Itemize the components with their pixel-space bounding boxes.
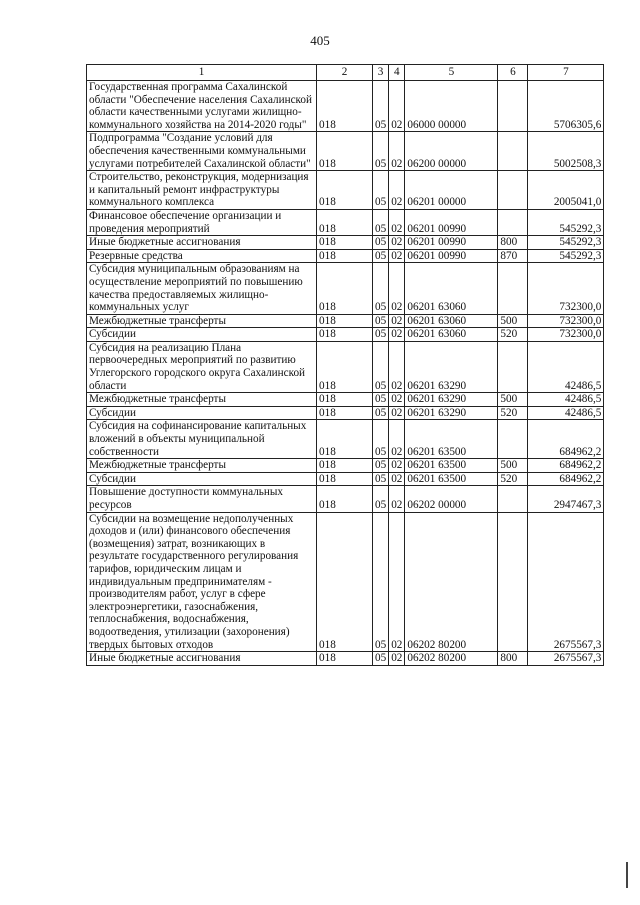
row-subsection-cell: 02: [389, 393, 405, 407]
row-admin-code-cell: 018: [317, 512, 373, 652]
row-section-cell: 05: [373, 393, 389, 407]
row-subsection-cell: 02: [389, 209, 405, 235]
row-target-article-cell: 06201 63060: [405, 263, 498, 314]
row-section-cell: 05: [373, 236, 389, 250]
table-row: [87, 459, 604, 473]
table-row: [87, 420, 604, 459]
row-target-article-cell: 06201 00990: [405, 236, 498, 250]
row-expense-type-cell: 520: [498, 406, 528, 420]
row-amount-cell: 545292,3: [528, 236, 604, 250]
row-name-cell: Подпрограмма "Создание условий для обеспечения качественными коммунальными услугами потребителей Сахалинской области": [87, 132, 317, 171]
row-expense-type-cell: 800: [498, 236, 528, 250]
row-name-cell: Субсидия муниципальным образованиям на осуществление мероприятий по повышению качества предоставляемых жилищно-коммунальных услуг: [87, 263, 317, 314]
row-amount-cell: 545292,3: [528, 209, 604, 235]
row-section-cell: 05: [373, 132, 389, 171]
row-subsection-cell: 02: [389, 406, 405, 420]
row-amount-cell: 732300,0: [528, 328, 604, 342]
table-header-row: [87, 65, 604, 81]
row-expense-type-cell: 870: [498, 249, 528, 263]
row-expense-type-cell: 520: [498, 328, 528, 342]
column-header: 7: [528, 65, 604, 81]
row-amount-cell: 545292,3: [528, 249, 604, 263]
row-expense-type-cell: [498, 171, 528, 210]
row-target-article-cell: 06201 00990: [405, 209, 498, 235]
row-target-article-cell: 06200 00000: [405, 132, 498, 171]
row-name-cell: Межбюджетные трансферты: [87, 459, 317, 473]
row-target-article-cell: 06201 63500: [405, 420, 498, 459]
row-name-cell: Финансовое обеспечение организации и проведения мероприятий: [87, 209, 317, 235]
row-name-cell: Субсидия на софинансирование капитальных вложений в объекты муниципальной собственности: [87, 420, 317, 459]
row-target-article-cell: 06201 00990: [405, 249, 498, 263]
table-row: [87, 81, 604, 132]
row-admin-code-cell: 018: [317, 236, 373, 250]
row-subsection-cell: 02: [389, 472, 405, 486]
row-name-cell: Межбюджетные трансферты: [87, 393, 317, 407]
row-target-article-cell: 06202 80200: [405, 512, 498, 652]
row-admin-code-cell: 018: [317, 249, 373, 263]
row-amount-cell: 684962,2: [528, 420, 604, 459]
column-header: 4: [389, 65, 405, 81]
table-row: [87, 263, 604, 314]
row-subsection-cell: 02: [389, 341, 405, 392]
column-header: 2: [317, 65, 373, 81]
row-section-cell: 05: [373, 420, 389, 459]
row-expense-type-cell: 500: [498, 459, 528, 473]
row-section-cell: 05: [373, 486, 389, 512]
row-section-cell: 05: [373, 652, 389, 666]
row-name-cell: Субсидия на реализацию Плана первоочередных мероприятий по развитию Углегорского городского округа Сахалинской области: [87, 341, 317, 392]
row-target-article-cell: 06000 00000: [405, 81, 498, 132]
row-subsection-cell: 02: [389, 249, 405, 263]
row-amount-cell: 2675567,3: [528, 652, 604, 666]
row-name-cell: Субсидии: [87, 328, 317, 342]
row-amount-cell: 732300,0: [528, 263, 604, 314]
row-subsection-cell: 02: [389, 263, 405, 314]
row-target-article-cell: 06202 80200: [405, 652, 498, 666]
row-section-cell: 05: [373, 406, 389, 420]
table-row: [87, 472, 604, 486]
row-expense-type-cell: [498, 209, 528, 235]
row-subsection-cell: 02: [389, 459, 405, 473]
row-section-cell: 05: [373, 263, 389, 314]
row-target-article-cell: 06202 00000: [405, 486, 498, 512]
table-row: [87, 132, 604, 171]
row-admin-code-cell: 018: [317, 486, 373, 512]
row-name-cell: Строительство, реконструкция, модернизация и капитальный ремонт инфраструктуры коммунального комплекса: [87, 171, 317, 210]
row-target-article-cell: 06201 63290: [405, 393, 498, 407]
row-admin-code-cell: 018: [317, 314, 373, 328]
row-amount-cell: 42486,5: [528, 341, 604, 392]
page-number: 405: [310, 33, 330, 48]
row-amount-cell: 42486,5: [528, 393, 604, 407]
row-expense-type-cell: [498, 341, 528, 392]
table-row: [87, 209, 604, 235]
row-admin-code-cell: 018: [317, 341, 373, 392]
row-section-cell: 05: [373, 209, 389, 235]
table-row: [87, 171, 604, 210]
table-row: [87, 341, 604, 392]
row-expense-type-cell: [498, 512, 528, 652]
row-target-article-cell: 06201 63290: [405, 341, 498, 392]
row-subsection-cell: 02: [389, 132, 405, 171]
row-name-cell: Межбюджетные трансферты: [87, 314, 317, 328]
row-expense-type-cell: [498, 263, 528, 314]
row-admin-code-cell: 018: [317, 472, 373, 486]
row-subsection-cell: 02: [389, 81, 405, 132]
row-section-cell: 05: [373, 472, 389, 486]
row-expense-type-cell: [498, 81, 528, 132]
row-expense-type-cell: 500: [498, 393, 528, 407]
row-name-cell: Иные бюджетные ассигнования: [87, 236, 317, 250]
row-admin-code-cell: 018: [317, 81, 373, 132]
row-expense-type-cell: 520: [498, 472, 528, 486]
row-amount-cell: 42486,5: [528, 406, 604, 420]
row-subsection-cell: 02: [389, 420, 405, 459]
row-admin-code-cell: 018: [317, 393, 373, 407]
row-target-article-cell: 06201 63500: [405, 472, 498, 486]
row-amount-cell: 684962,2: [528, 472, 604, 486]
row-name-cell: Резервные средства: [87, 249, 317, 263]
row-admin-code-cell: 018: [317, 406, 373, 420]
row-section-cell: 05: [373, 81, 389, 132]
table-row: [87, 328, 604, 342]
row-admin-code-cell: 018: [317, 459, 373, 473]
row-admin-code-cell: 018: [317, 652, 373, 666]
row-target-article-cell: 06201 63060: [405, 328, 498, 342]
row-amount-cell: 2675567,3: [528, 512, 604, 652]
table-row: [87, 314, 604, 328]
row-section-cell: 05: [373, 314, 389, 328]
column-header: 3: [373, 65, 389, 81]
row-name-cell: Повышение доступности коммунальных ресурсов: [87, 486, 317, 512]
scan-margin-mark: [626, 862, 628, 888]
row-target-article-cell: 06201 63290: [405, 406, 498, 420]
row-section-cell: 05: [373, 512, 389, 652]
row-admin-code-cell: 018: [317, 171, 373, 210]
column-header: 5: [405, 65, 498, 81]
row-amount-cell: 5706305,6: [528, 81, 604, 132]
column-header: 6: [498, 65, 528, 81]
row-name-cell: Субсидии: [87, 472, 317, 486]
row-expense-type-cell: [498, 420, 528, 459]
table-row: [87, 652, 604, 666]
row-admin-code-cell: 018: [317, 209, 373, 235]
table-row: [87, 486, 604, 512]
row-subsection-cell: 02: [389, 486, 405, 512]
table-row: [87, 406, 604, 420]
row-expense-type-cell: 800: [498, 652, 528, 666]
row-target-article-cell: 06201 63060: [405, 314, 498, 328]
row-section-cell: 05: [373, 341, 389, 392]
row-target-article-cell: 06201 00000: [405, 171, 498, 210]
row-admin-code-cell: 018: [317, 132, 373, 171]
row-subsection-cell: 02: [389, 171, 405, 210]
row-subsection-cell: 02: [389, 512, 405, 652]
row-target-article-cell: 06201 63500: [405, 459, 498, 473]
row-section-cell: 05: [373, 459, 389, 473]
row-section-cell: 05: [373, 249, 389, 263]
row-subsection-cell: 02: [389, 236, 405, 250]
row-amount-cell: 2947467,3: [528, 486, 604, 512]
row-name-cell: Субсидии на возмещение недополученных доходов и (или) финансового обеспечения (возмещения) затрат, возникающих в результате государственного регулирования тарифов, юридическим лицам и индивидуальным предпринимателям - производителям работ, услуг в сфере электроэнергетики, газоснабжения, теплоснабжения, водоснабжения, водоотведения, утилизации (захоронения) твердых бытовых отходов: [87, 512, 317, 652]
table-row: [87, 512, 604, 652]
row-admin-code-cell: 018: [317, 328, 373, 342]
row-subsection-cell: 02: [389, 314, 405, 328]
row-subsection-cell: 02: [389, 328, 405, 342]
row-admin-code-cell: 018: [317, 263, 373, 314]
column-header: 1: [87, 65, 317, 81]
row-section-cell: 05: [373, 171, 389, 210]
row-section-cell: 05: [373, 328, 389, 342]
table-row: [87, 249, 604, 263]
row-name-cell: Субсидии: [87, 406, 317, 420]
table-row: [87, 236, 604, 250]
row-expense-type-cell: [498, 132, 528, 171]
budget-table: [86, 64, 604, 666]
row-subsection-cell: 02: [389, 652, 405, 666]
row-amount-cell: 2005041,0: [528, 171, 604, 210]
row-name-cell: Иные бюджетные ассигнования: [87, 652, 317, 666]
row-name-cell: Государственная программа Сахалинской области "Обеспечение населения Сахалинской области качественными услугами жилищно-коммунального хозяйства на 2014-2020 годы": [87, 81, 317, 132]
row-amount-cell: 732300,0: [528, 314, 604, 328]
row-amount-cell: 5002508,3: [528, 132, 604, 171]
row-amount-cell: 684962,2: [528, 459, 604, 473]
row-admin-code-cell: 018: [317, 420, 373, 459]
row-expense-type-cell: [498, 486, 528, 512]
table-row: [87, 393, 604, 407]
row-expense-type-cell: 500: [498, 314, 528, 328]
